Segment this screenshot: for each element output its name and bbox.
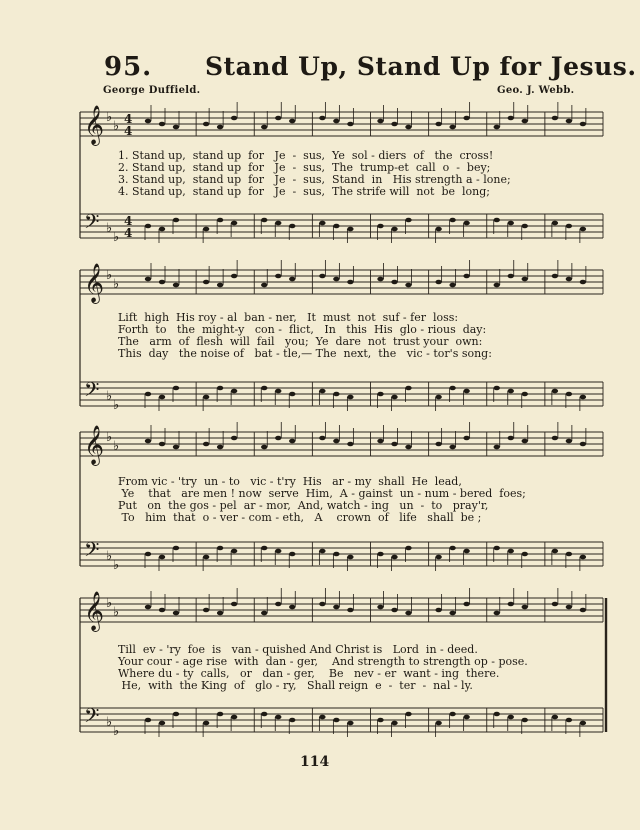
bass-clef: 𝄢 xyxy=(84,704,100,732)
note-head xyxy=(145,224,151,229)
note-head xyxy=(449,712,455,717)
note-head xyxy=(580,227,586,232)
key-flat: ♭ xyxy=(113,398,120,413)
note-head xyxy=(173,445,179,450)
note-head xyxy=(566,224,572,229)
note-head xyxy=(391,227,397,232)
note-head xyxy=(231,436,237,441)
bass-clef: 𝄢 xyxy=(84,210,100,238)
note-head xyxy=(231,389,237,394)
note-head xyxy=(494,445,500,450)
time-signature-top: 4 xyxy=(124,214,133,228)
note-head xyxy=(145,277,151,282)
key-flat: ♭ xyxy=(106,430,113,445)
note-head xyxy=(463,389,469,394)
note-head xyxy=(261,546,267,551)
note-head xyxy=(319,221,325,226)
note-head xyxy=(159,395,165,400)
note-head xyxy=(377,119,383,124)
key-flat: ♭ xyxy=(113,277,120,292)
note-head xyxy=(217,125,223,130)
key-flat: ♭ xyxy=(106,596,113,611)
note-head xyxy=(435,442,441,447)
note-head xyxy=(159,442,165,447)
note-head xyxy=(231,221,237,226)
note-head xyxy=(203,608,209,613)
note-head xyxy=(552,116,558,121)
note-head xyxy=(275,549,281,554)
note-head xyxy=(494,611,500,616)
note-head xyxy=(333,605,339,610)
note-head xyxy=(333,718,339,723)
note-head xyxy=(566,439,572,444)
note-head xyxy=(391,122,397,127)
note-head xyxy=(552,274,558,279)
note-head xyxy=(463,715,469,720)
lyric-line-s4-v3: Where du - ty calls, or dan - ger, Be nev - er want - ing there. xyxy=(118,667,500,680)
note-head xyxy=(435,608,441,613)
note-head xyxy=(173,386,179,391)
note-head xyxy=(217,611,223,616)
note-head xyxy=(377,718,383,723)
note-head xyxy=(289,552,295,557)
note-head xyxy=(261,445,267,450)
time-signature-top: 4 xyxy=(124,112,133,126)
note-head xyxy=(449,386,455,391)
note-head xyxy=(522,718,528,723)
note-head xyxy=(522,552,528,557)
note-head xyxy=(522,119,528,124)
note-head xyxy=(580,395,586,400)
note-head xyxy=(449,125,455,130)
note-head xyxy=(494,386,500,391)
note-head xyxy=(435,227,441,232)
note-head xyxy=(333,439,339,444)
lyric-line-s1-v2: 2. Stand up, stand up for Je - sus, The trump-et call o - bey; xyxy=(118,161,491,174)
note-head xyxy=(275,715,281,720)
note-head xyxy=(319,436,325,441)
note-head xyxy=(261,218,267,223)
hymn-title: Stand Up, Stand Up for Jesus. xyxy=(205,52,637,81)
note-head xyxy=(333,224,339,229)
note-head xyxy=(508,549,514,554)
lyric-line-s3-v1: From vic - 'try un - to vic - t'ry His ar - my shall He lead, xyxy=(118,475,462,488)
note-head xyxy=(580,555,586,560)
note-head xyxy=(405,125,411,130)
note-head xyxy=(347,122,353,127)
time-signature-bottom: 4 xyxy=(124,226,133,240)
note-head xyxy=(173,546,179,551)
note-head xyxy=(231,116,237,121)
note-head xyxy=(261,712,267,717)
note-head xyxy=(449,218,455,223)
note-head xyxy=(231,715,237,720)
treble-clef: 𝄞 xyxy=(84,591,105,631)
note-head xyxy=(405,611,411,616)
note-head xyxy=(522,224,528,229)
treble-clef: 𝄞 xyxy=(84,425,105,465)
note-head xyxy=(463,274,469,279)
note-head xyxy=(449,445,455,450)
note-head xyxy=(508,389,514,394)
note-head xyxy=(217,283,223,288)
note-head xyxy=(566,605,572,610)
note-head xyxy=(435,555,441,560)
note-head xyxy=(580,721,586,726)
note-head xyxy=(275,389,281,394)
note-head xyxy=(289,392,295,397)
note-head xyxy=(580,280,586,285)
note-head xyxy=(391,442,397,447)
note-head xyxy=(494,546,500,551)
note-head xyxy=(566,277,572,282)
note-head xyxy=(552,436,558,441)
note-head xyxy=(463,602,469,607)
note-head xyxy=(391,280,397,285)
note-head xyxy=(319,389,325,394)
note-head xyxy=(377,439,383,444)
note-head xyxy=(203,721,209,726)
lyric-line-s2-v2: Forth to the might-y con - flict, In this His glo - rious day: xyxy=(118,323,487,336)
note-head xyxy=(173,712,179,717)
bass-clef: 𝄢 xyxy=(84,538,100,566)
note-head xyxy=(405,283,411,288)
note-head xyxy=(289,439,295,444)
note-head xyxy=(333,552,339,557)
note-head xyxy=(552,715,558,720)
note-head xyxy=(231,274,237,279)
key-flat: ♭ xyxy=(113,724,120,739)
note-head xyxy=(405,218,411,223)
note-head xyxy=(377,605,383,610)
note-head xyxy=(463,436,469,441)
note-head xyxy=(522,277,528,282)
note-head xyxy=(552,389,558,394)
note-head xyxy=(347,721,353,726)
note-head xyxy=(552,549,558,554)
note-head xyxy=(203,227,209,232)
note-head xyxy=(391,395,397,400)
note-head xyxy=(159,721,165,726)
note-head xyxy=(217,445,223,450)
treble-clef: 𝄞 xyxy=(84,263,105,303)
note-head xyxy=(145,392,151,397)
note-head xyxy=(552,221,558,226)
key-flat: ♭ xyxy=(106,389,113,404)
note-head xyxy=(173,125,179,130)
note-head xyxy=(391,555,397,560)
note-head xyxy=(159,227,165,232)
note-head xyxy=(289,605,295,610)
note-head xyxy=(580,442,586,447)
note-head xyxy=(289,277,295,282)
note-head xyxy=(449,611,455,616)
note-head xyxy=(522,392,528,397)
lyric-line-s4-v1: Till ev - 'ry foe is van - quished And Christ is Lord in - deed. xyxy=(118,643,478,656)
note-head xyxy=(449,283,455,288)
note-head xyxy=(203,122,209,127)
lyric-line-s2-v4: This day the noise of bat - tle,— The next, the vic - tor's song: xyxy=(118,347,492,360)
note-head xyxy=(203,280,209,285)
lyric-line-s4-v4: He, with the King of glo - ry, Shall reign e - ter - nal - ly. xyxy=(118,679,473,692)
note-head xyxy=(289,119,295,124)
note-head xyxy=(319,602,325,607)
note-head xyxy=(275,274,281,279)
note-head xyxy=(566,718,572,723)
note-head xyxy=(347,395,353,400)
note-head xyxy=(566,552,572,557)
note-head xyxy=(319,116,325,121)
note-head xyxy=(566,392,572,397)
note-head xyxy=(203,555,209,560)
note-head xyxy=(145,439,151,444)
note-head xyxy=(522,605,528,610)
note-head xyxy=(508,274,514,279)
note-head xyxy=(508,116,514,121)
note-head xyxy=(217,546,223,551)
note-head xyxy=(275,116,281,121)
note-head xyxy=(203,442,209,447)
note-head xyxy=(159,280,165,285)
note-head xyxy=(289,718,295,723)
note-head xyxy=(145,552,151,557)
note-head xyxy=(508,715,514,720)
note-head xyxy=(333,277,339,282)
note-head xyxy=(463,221,469,226)
note-head xyxy=(552,602,558,607)
key-flat: ♭ xyxy=(106,268,113,283)
note-head xyxy=(217,712,223,717)
note-head xyxy=(261,125,267,130)
lyric-line-s3-v2: Ye that are men ! now serve Him, A - gainst un - num - bered foes; xyxy=(118,487,526,500)
lyric-line-s4-v2: Your cour - age rise with dan - ger, And strength to strength op - pose. xyxy=(118,655,528,668)
note-head xyxy=(333,392,339,397)
note-head xyxy=(508,436,514,441)
note-head xyxy=(405,546,411,551)
note-head xyxy=(275,221,281,226)
page-number: 114 xyxy=(300,754,330,770)
note-head xyxy=(580,122,586,127)
note-head xyxy=(203,395,209,400)
hymn-number: 95. xyxy=(104,52,153,82)
note-head xyxy=(494,218,500,223)
lyric-line-s3-v4: To him that o - ver - com - eth, A crown of life shall be ; xyxy=(118,511,482,524)
note-head xyxy=(494,125,500,130)
key-flat: ♭ xyxy=(113,439,120,454)
note-head xyxy=(347,608,353,613)
note-head xyxy=(435,721,441,726)
time-signature-bottom: 4 xyxy=(124,124,133,138)
note-head xyxy=(173,283,179,288)
note-head xyxy=(261,386,267,391)
note-head xyxy=(347,555,353,560)
note-head xyxy=(377,224,383,229)
note-head xyxy=(449,546,455,551)
note-head xyxy=(289,224,295,229)
note-head xyxy=(377,392,383,397)
lyric-line-s1-v4: 4. Stand up, stand up for Je - sus, The strife will not be long; xyxy=(118,185,490,198)
note-head xyxy=(217,218,223,223)
note-head xyxy=(217,386,223,391)
note-head xyxy=(333,119,339,124)
note-head xyxy=(508,602,514,607)
note-head xyxy=(275,602,281,607)
key-flat: ♭ xyxy=(106,549,113,564)
note-head xyxy=(580,608,586,613)
note-head xyxy=(145,605,151,610)
lyricist-name: George Duffield. xyxy=(103,85,201,96)
lyric-line-s1-v3: 3. Stand up, stand up for Je - sus, Stand in His strength a - lone; xyxy=(118,173,511,186)
lyric-line-s2-v1: Lift high His roy - al ban - ner, It must not suf - fer loss: xyxy=(118,311,459,324)
key-flat: ♭ xyxy=(106,715,113,730)
note-head xyxy=(463,116,469,121)
note-head xyxy=(494,712,500,717)
note-head xyxy=(319,715,325,720)
note-head xyxy=(566,119,572,124)
note-head xyxy=(391,721,397,726)
note-head xyxy=(347,280,353,285)
note-head xyxy=(347,227,353,232)
note-head xyxy=(231,549,237,554)
note-head xyxy=(405,445,411,450)
note-head xyxy=(522,439,528,444)
lyric-line-s1-v1: 1. Stand up, stand up for Je - sus, Ye sol - diers of the cross! xyxy=(118,149,494,162)
note-head xyxy=(319,549,325,554)
note-head xyxy=(159,122,165,127)
composer-name: Geo. J. Webb. xyxy=(497,85,575,96)
lyric-line-s2-v3: The arm of flesh will fail you; Ye dare not trust your own: xyxy=(118,335,483,348)
key-flat: ♭ xyxy=(106,221,113,236)
note-head xyxy=(347,442,353,447)
note-head xyxy=(231,602,237,607)
note-head xyxy=(405,712,411,717)
note-head xyxy=(435,395,441,400)
note-head xyxy=(261,611,267,616)
note-head xyxy=(377,552,383,557)
note-head xyxy=(508,221,514,226)
key-flat: ♭ xyxy=(106,110,113,125)
treble-clef: 𝄞 xyxy=(84,105,105,145)
note-head xyxy=(145,718,151,723)
bass-clef: 𝄢 xyxy=(84,378,100,406)
note-head xyxy=(261,283,267,288)
key-flat: ♭ xyxy=(113,230,120,245)
note-head xyxy=(145,119,151,124)
lyric-line-s3-v3: Put on the gos - pel ar - mor, And, watch - ing un - to pray'r, xyxy=(118,499,489,512)
note-head xyxy=(435,122,441,127)
key-flat: ♭ xyxy=(113,558,120,573)
key-flat: ♭ xyxy=(113,605,120,620)
note-head xyxy=(159,608,165,613)
note-head xyxy=(173,611,179,616)
note-head xyxy=(494,283,500,288)
note-head xyxy=(275,436,281,441)
note-head xyxy=(435,280,441,285)
note-head xyxy=(173,218,179,223)
key-flat: ♭ xyxy=(113,119,120,134)
note-head xyxy=(377,277,383,282)
note-head xyxy=(405,386,411,391)
note-head xyxy=(159,555,165,560)
note-head xyxy=(463,549,469,554)
note-head xyxy=(319,274,325,279)
note-head xyxy=(391,608,397,613)
